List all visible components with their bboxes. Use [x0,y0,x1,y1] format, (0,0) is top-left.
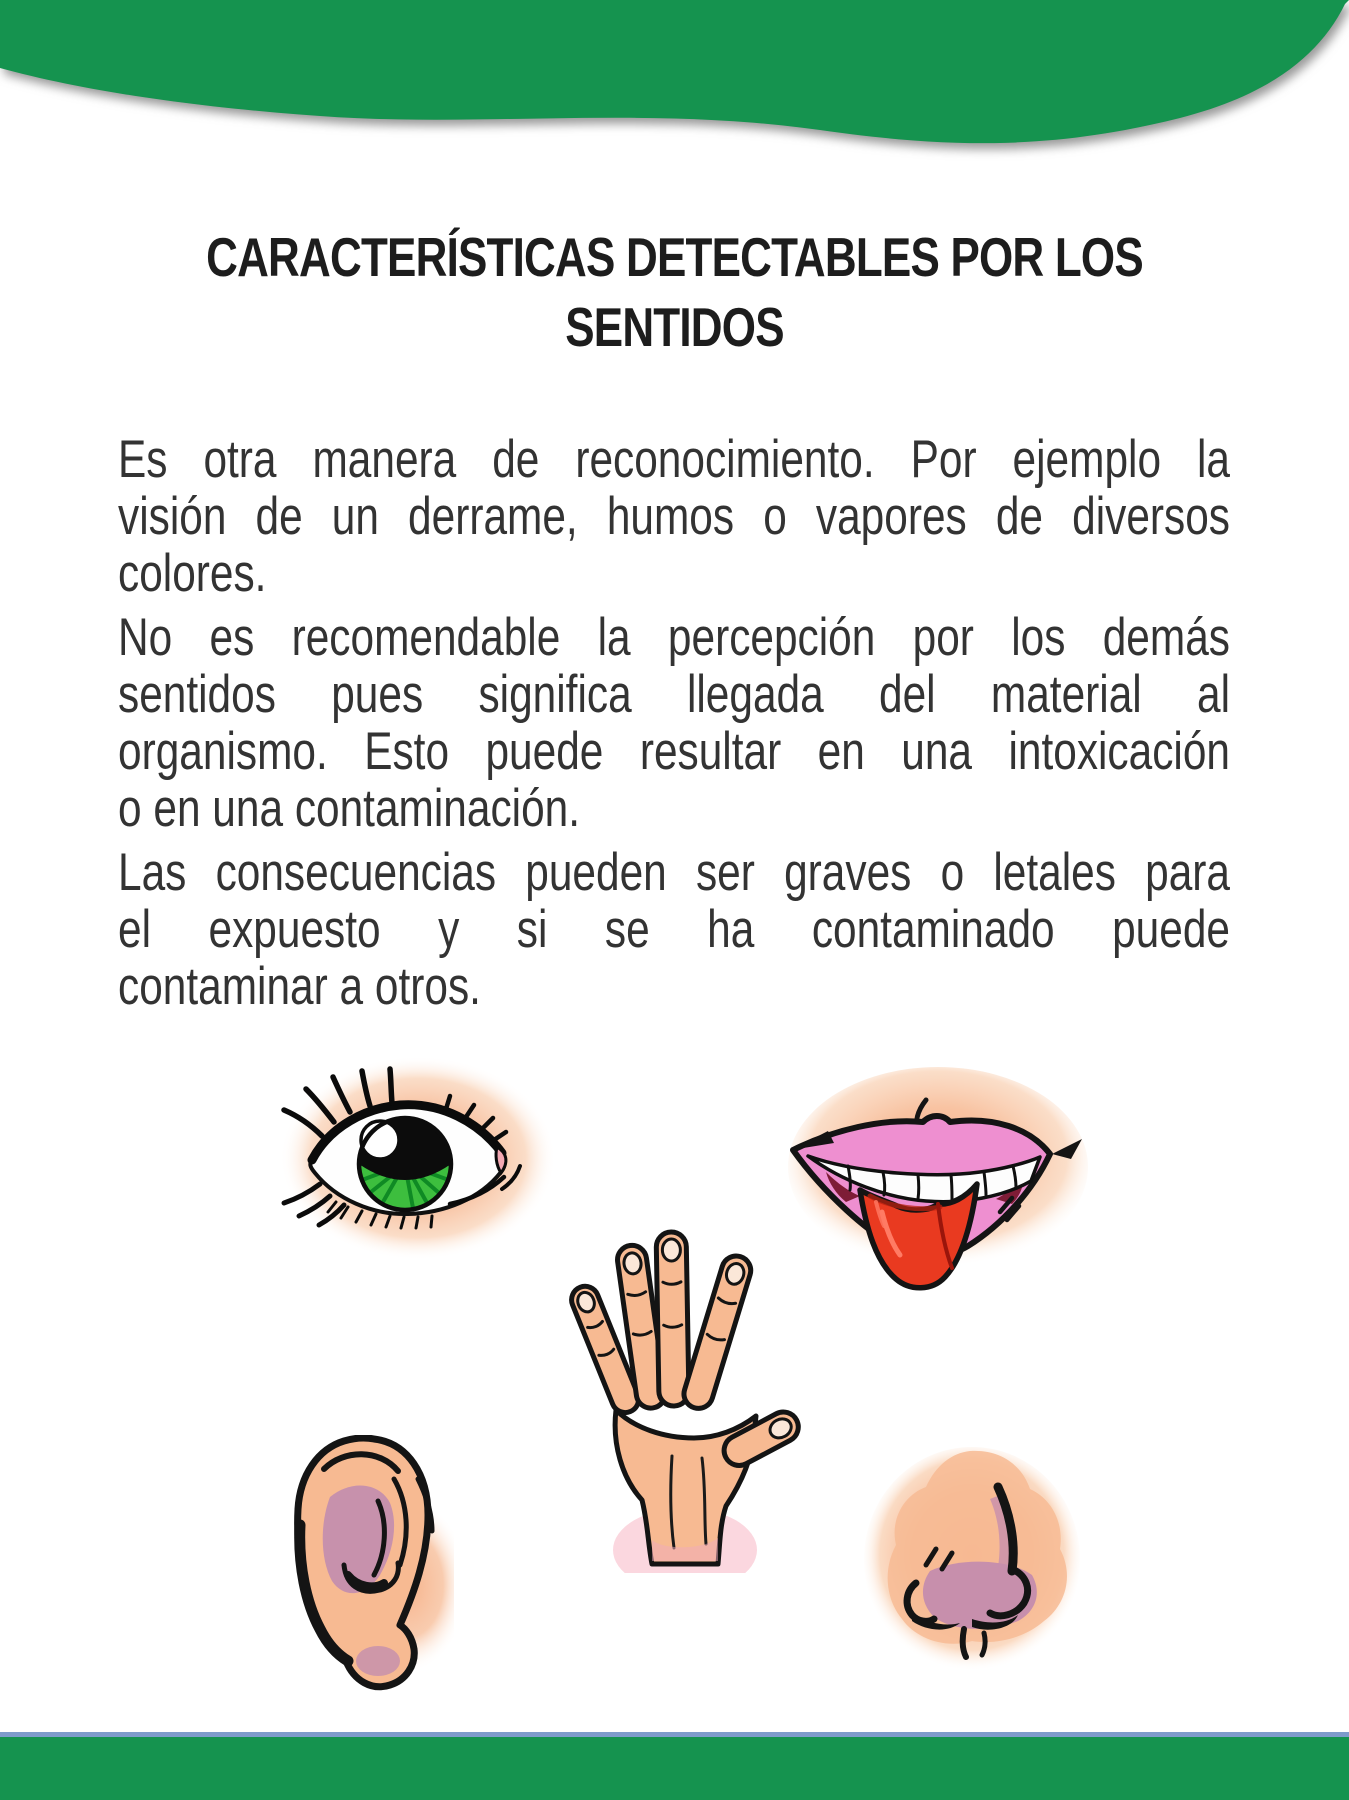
hand-finger-middle [656,1232,689,1406]
eye-illustration [278,1052,560,1264]
page-title-line1: CARACTERÍSTICAS DETECTABLES POR LOS [206,226,1143,288]
paragraph-line: el expuesto y si se ha contaminado puede [118,900,1230,959]
header-wave-path [0,0,1349,143]
hand-thumb [719,1407,804,1471]
paragraph-line: No es recomendable la percepción por los demás [118,608,1230,667]
paragraph [118,431,1230,602]
page-title-line2: SENTIDOS [565,296,784,358]
hand-illustration [568,1228,810,1573]
footer-bar [0,1732,1349,1800]
paragraph-line: colores. [118,544,267,603]
paragraph [118,609,1230,837]
paragraph-line: Es otra manera de reconocimiento. Por ejemplo la [118,430,1230,489]
paragraph-line: contaminar a otros. [118,957,481,1016]
body-paragraphs [118,431,1230,1022]
paragraph-line: o en una contaminación. [118,779,581,838]
paragraph-line: visión de un derrame, humos o vapores de diversos [118,487,1230,546]
mouth-illustration [788,1062,1090,1292]
nose-illustration [860,1443,1086,1683]
paragraph-line: sentidos pues significa llegada del material al [118,665,1230,724]
header-wave-shape [0,0,1349,170]
eye-iris [359,1118,451,1210]
page-title [135,222,1214,362]
paragraph-line: organismo. Esto puede resultar en una intoxicación [118,722,1230,781]
hand-finger-index [680,1252,754,1412]
ear-illustration [288,1435,454,1695]
ear-lobe-shade [356,1646,400,1676]
paragraph-line: Las consecuencias pueden ser graves o letales para [118,843,1230,902]
paragraph [118,844,1230,1015]
